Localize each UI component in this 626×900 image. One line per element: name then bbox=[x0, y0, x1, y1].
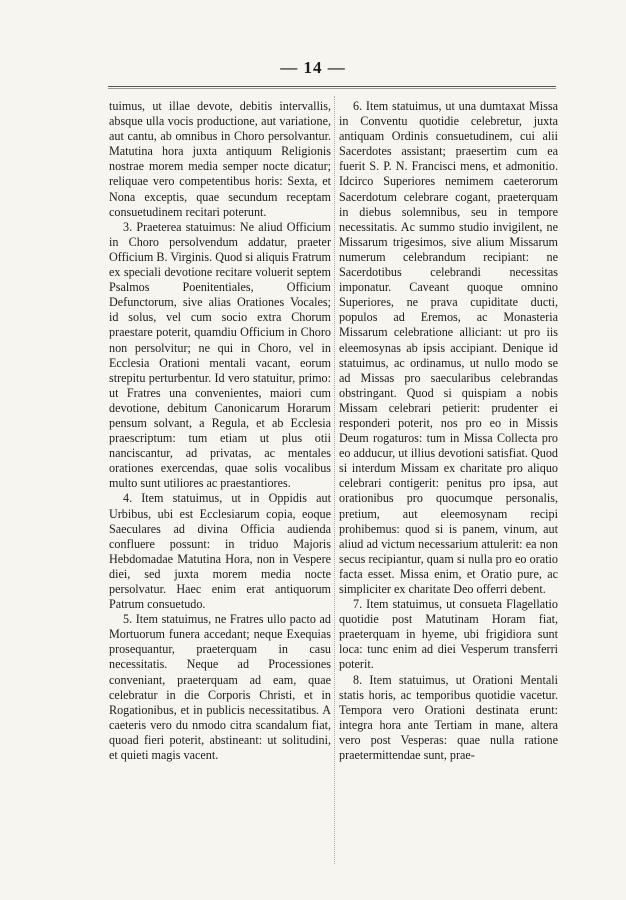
left-column bbox=[109, 99, 331, 763]
paragraph-6: 6. Item statuimus, ut una dumtaxat Missa in Conventu quotidie celebretur, juxta antiquam Ordinis consuetudinem, cui alii Sacerdotes assistant; praesertim cum ea fuerit S. P. N. Francisci mens, et admonitio. Idcirco Superiores nemimem caeterorum Sacerdotum celebrare cogant, praeterquam in diebus solemnibus, seu in tempore necessitatis. Ac summo studio invigilent, ne Missarum trigesimos, sive alium Missarum numerum celebrandum recipiant: ne Sacerdotibus celebrandi necessitas imponatur. Caveant quoque omnino Superiores, ne prava cupiditate ducti, populos ad Eremos, ac Monasteria Missarum celebratione alliciant: ut pro iis eleemosynas ab ipsis accipiant. Denique id statuimus, ac ordinamus, ut nullo modo se ad Missas pro saecularibus celebrandas obstringant. Quod si quispiam a nobis Missam celebrari petierit: prudenter ei responderi poterit, nos pro eo in Missis Deum rogaturos: tum in Missa Collecta pro eo adducur, ut illius devotioni satisfiat. Quod si interdum Missam ex charitate pro aliquo celebrari contigerit: penitus pro ipsa, aut orationibus pro quocumque personalis, pretium, aut eleemosynam recipi prohibemus: quod si is panem, vinum, aut aliud ad victum necessarium attulerit: ea non secus recipiantur, quam si nulla pro eo oratio facta esset. Missa enim, et Oratio pure, ac simpliciter ex charitate Deo offerri debent. bbox=[339, 99, 558, 596]
paragraph-8: 8. Item statuimus, ut Orationi Mentali statis horis, ac temporibus quotidie vacetur. Tempora vero Orationi destinata erunt: integra hora ante Tertiam in mane, altera vero post Vesperas: quae nulla ratione praetermittendae sunt, prae- bbox=[339, 672, 558, 763]
right-column bbox=[339, 99, 558, 763]
paragraph-7: 7. Item statuimus, ut consueta Flagellatio quotidie post Matutinam Horam fiat, praeterquam in hyeme, ubi frigidiora sunt loca: tunc enim ad diei Vesperum transferri poterit. bbox=[339, 597, 558, 672]
paragraph-3: 3. Praeterea statuimus: Ne aliud Officium in Choro persolvendum addatur, praeter Officium B. Virginis. Quod si aliquis Fratrum ex speciali devotione recitare voluerit septem Psalmos Poenitentiales, Officium Defunctorum, sive alias Orationes Vocales; id solus, vel cum socio extra Chorum praestare poterit, quamdiu Officium in Choro non persolvitur; ne qui in Choro, vel in Ecclesia Orationi mentali vacant, eorum strepitu perturbentur. Id vero statuitur, primo: ut Fratres una convenientes, maiori cum devotione, debitum Canonicarum Horarum pensum solvant, a Regula, et ab Ecclesia praescriptum: tum etiam ut plus otii nanciscantur, ad privatas, ac mentales orationes exercendas, quae solis vocalibus multo sunt utiliores ac praestantiores. bbox=[109, 219, 331, 491]
paragraph-continuation: tuimus, ut illae devote, debitis intervallis, absque ulla vocis productione, aut variatione, aut cantu, ab omnibus in Choro persolvantur. Matutina hora juxta antiquum Religionis nostrae morem media semper nocte dicatur; reliquae vero competentibus horis: Sexta, et Nona exceptis, quae secundum receptam consuetudinem recitari poterunt. bbox=[109, 99, 331, 219]
column-separator bbox=[334, 96, 335, 864]
paragraph-4: 4. Item statuimus, ut in Oppidis aut Urbibus, ubi est Ecclesiarum copia, eoque Saeculares ad divina Officia audienda confluere possunt: in triduo Majoris Hebdomadae Matutina Hora, non in Vespere diei, sed juxta morem media nocte persolvatur. Haec enim erat antiquorum Patrum consuetudo. bbox=[109, 491, 331, 612]
paragraph-5: 5. Item statuimus, ne Fratres ullo pacto ad Mortuorum funera accedant; neque Exequias prosequantur, praeterquam in casu necessitatis. Neque ad Processiones conveniant, praeterquam ad eam, quae celebratur in die Corporis Christi, et in Rogationibus, et in publicis necessitatibus. A caeteris vero du nmodo citra scandalum fiat, quoad fieri poterit, abstineant: ut solitudini, et quieti magis vacent. bbox=[109, 612, 331, 763]
page-number: — 14 — bbox=[280, 58, 346, 77]
header-rule bbox=[108, 86, 556, 89]
